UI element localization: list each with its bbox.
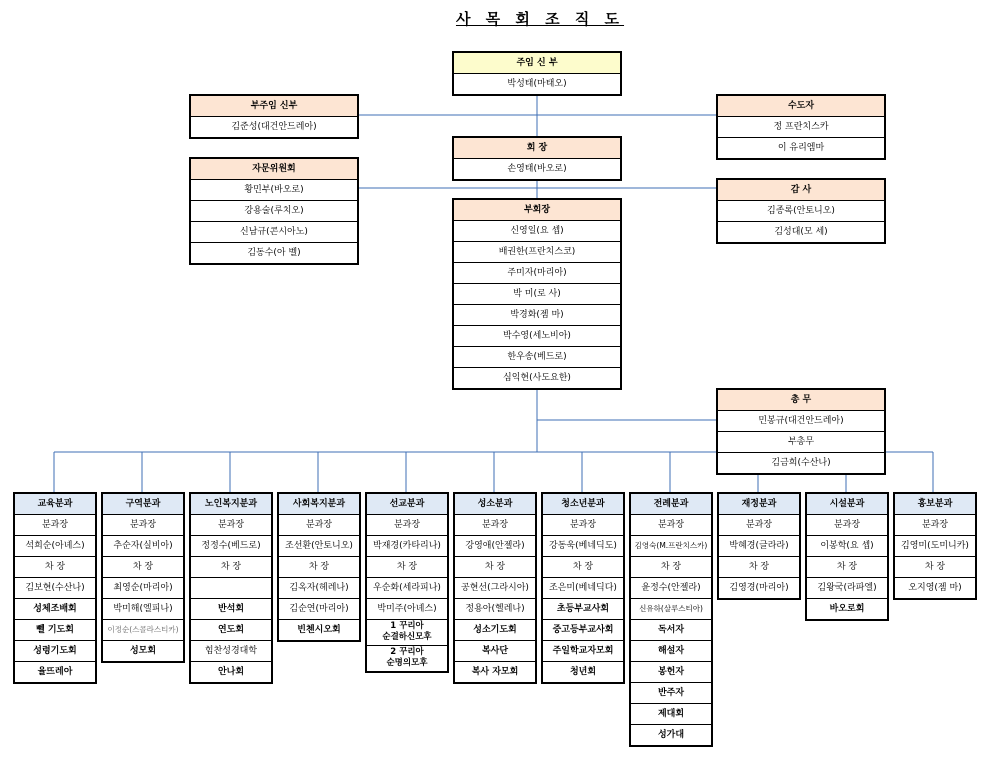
committee-box <box>541 492 625 684</box>
auditor-header: 감 사 <box>718 180 884 200</box>
committee-item: 힘찬성경대학 <box>191 640 271 661</box>
vice-president-name: 박 미(로 사) <box>454 283 620 304</box>
committee-item: 박미해(엘피나) <box>103 598 183 619</box>
committee-item: 분과장 <box>15 514 95 535</box>
nun-box <box>716 94 886 160</box>
secretary-box <box>716 388 886 475</box>
pastor-header: 주임 신 부 <box>454 53 620 73</box>
committee-box <box>13 492 97 684</box>
committee-item: 우순화(세라피나) <box>367 577 447 598</box>
committee-item: 제대회 <box>631 703 711 724</box>
committee-item: 차 장 <box>719 556 799 577</box>
president-name: 손영태(바오로) <box>454 158 620 179</box>
committee-item: 차 장 <box>103 556 183 577</box>
deputy-secretary-name: 김금희(수산나) <box>718 452 884 473</box>
committee-blank-cell <box>191 577 271 598</box>
committee-item: 차 장 <box>279 556 359 577</box>
committee-item: 정용아(헬레나) <box>455 598 535 619</box>
committee-item: 김영미(도미니카) <box>895 535 975 556</box>
advisory-member: 강용술(루치오) <box>191 200 357 221</box>
committee-item: 김보현(수산나) <box>15 577 95 598</box>
committee-item: 분과장 <box>631 514 711 535</box>
committee-box <box>189 492 273 684</box>
committee-item: 공현선(그라시아) <box>455 577 535 598</box>
vice-president-name: 신영일(요 셉) <box>454 220 620 241</box>
committee-box <box>629 492 713 747</box>
committee-item: 석희순(아녜스) <box>15 535 95 556</box>
vice-president-header: 부회장 <box>454 200 620 220</box>
committee-item: 김영경(마리아) <box>719 577 799 598</box>
committee-item: 성모회 <box>103 640 183 661</box>
committee-header: 재정분과 <box>719 494 799 514</box>
committee-item: 김영숙(M.프란치스카) <box>631 535 711 556</box>
committee-item: 차 장 <box>895 556 975 577</box>
committee-item: 빈첸시오회 <box>279 619 359 640</box>
committee-header: 사회복지분과 <box>279 494 359 514</box>
committee-item: 신유하(살루스티아) <box>631 598 711 619</box>
committee-item: 차 장 <box>543 556 623 577</box>
committee-item: 이정순(스콜라스티카) <box>103 619 183 640</box>
committee-item: 차 장 <box>15 556 95 577</box>
committee-header: 선교분과 <box>367 494 447 514</box>
secretary-name: 민봉규(대건안드레아) <box>718 410 884 431</box>
assistant-pastor-header: 부주임 신부 <box>191 96 357 116</box>
committee-item: 율뜨레아 <box>15 661 95 682</box>
committee-item: 분과장 <box>455 514 535 535</box>
committee-item: 반석회 <box>191 598 271 619</box>
committee-item: 김옥자(헤레나) <box>279 577 359 598</box>
committee-item: 분과장 <box>543 514 623 535</box>
assistant-pastor-box <box>189 94 359 139</box>
committee-item: 최영순(마리아) <box>103 577 183 598</box>
committee-item: 성령기도회 <box>15 640 95 661</box>
vice-president-name: 박경화(젬 마) <box>454 304 620 325</box>
committee-item: 성소기도회 <box>455 619 535 640</box>
advisory-header: 자문위원회 <box>191 159 357 179</box>
committee-item: 1 꾸리아 순결하신모후 <box>367 619 447 645</box>
auditor-name: 김성대(모 세) <box>718 221 884 242</box>
committee-header: 전례분과 <box>631 494 711 514</box>
vice-president-name: 박수영(세노비아) <box>454 325 620 346</box>
assistant-pastor-name: 김준성(대건안드레아) <box>191 116 357 137</box>
committee-item: 정정수(베드로) <box>191 535 271 556</box>
advisory-member: 신남규(콘시아노) <box>191 221 357 242</box>
committee-header: 성소분과 <box>455 494 535 514</box>
vice-president-name: 주미자(마리아) <box>454 262 620 283</box>
committee-box <box>805 492 889 621</box>
committee-header: 청소년분과 <box>543 494 623 514</box>
committee-item: 분과장 <box>191 514 271 535</box>
nun-header: 수도자 <box>718 96 884 116</box>
vice-president-box <box>452 198 622 390</box>
committee-header: 교육분과 <box>15 494 95 514</box>
committee-header: 시설분과 <box>807 494 887 514</box>
committee-header: 노인복지분과 <box>191 494 271 514</box>
auditor-name: 김종록(안토니오) <box>718 200 884 221</box>
advisory-member: 김동수(아 벨) <box>191 242 357 263</box>
advisory-member: 황민부(바오로) <box>191 179 357 200</box>
committee-box <box>277 492 361 642</box>
committee-item: 바오로회 <box>807 598 887 619</box>
nun-name: 이 유리엠마 <box>718 137 884 158</box>
committee-item: 봉헌자 <box>631 661 711 682</box>
committee-item: 박미주(아녜스) <box>367 598 447 619</box>
committee-item: 박재경(카타리나) <box>367 535 447 556</box>
committee-item: 초등부교사회 <box>543 598 623 619</box>
committee-item: 연도회 <box>191 619 271 640</box>
committee-item: 분과장 <box>279 514 359 535</box>
president-box <box>452 136 622 181</box>
secretary-header: 총 무 <box>718 390 884 410</box>
chart-title: 사 목 회 조 직 도 <box>455 10 625 28</box>
committee-item: 성체조배회 <box>15 598 95 619</box>
pastor-box <box>452 51 622 96</box>
committee-item: 뻴 기도회 <box>15 619 95 640</box>
committee-item: 차 장 <box>367 556 447 577</box>
vice-president-name: 심익현(사도요한) <box>454 367 620 388</box>
committee-item: 김순연(마리아) <box>279 598 359 619</box>
committee-box <box>453 492 537 684</box>
pastor-name: 박성태(마태오) <box>454 73 620 94</box>
committee-item: 박혜경(글라라) <box>719 535 799 556</box>
auditor-box <box>716 178 886 244</box>
deputy-secretary-label: 부총무 <box>718 431 884 452</box>
committee-item: 강동욱(베네딕도) <box>543 535 623 556</box>
committee-header: 구역분과 <box>103 494 183 514</box>
committee-item: 복사 자모회 <box>455 661 535 682</box>
committee-box <box>101 492 185 663</box>
committee-item: 반주자 <box>631 682 711 703</box>
committee-item: 분과장 <box>367 514 447 535</box>
vice-president-name: 배권한(프란치스코) <box>454 241 620 262</box>
committee-item: 윤정수(안젤라) <box>631 577 711 598</box>
committee-item: 청년회 <box>543 661 623 682</box>
committee-item: 조은미(베네딕다) <box>543 577 623 598</box>
committee-item: 추순자(실비아) <box>103 535 183 556</box>
committee-item: 분과장 <box>103 514 183 535</box>
committee-item: 중고등부교사회 <box>543 619 623 640</box>
president-header: 회 장 <box>454 138 620 158</box>
committee-item: 분과장 <box>807 514 887 535</box>
committee-item: 차 장 <box>455 556 535 577</box>
committee-item: 강영애(안젤라) <box>455 535 535 556</box>
committee-item: 성가대 <box>631 724 711 745</box>
committee-item: 분과장 <box>719 514 799 535</box>
committee-box <box>717 492 801 600</box>
advisory-box <box>189 157 359 265</box>
vice-president-name: 한우송(베드로) <box>454 346 620 367</box>
nun-name: 정 프란치스카 <box>718 116 884 137</box>
committee-item: 해설자 <box>631 640 711 661</box>
committee-box <box>893 492 977 600</box>
committee-item: 조선환(안토니오) <box>279 535 359 556</box>
committee-item: 복사단 <box>455 640 535 661</box>
committee-item: 주일학교자모회 <box>543 640 623 661</box>
committee-item: 이봉학(요 셉) <box>807 535 887 556</box>
committee-header: 홍보분과 <box>895 494 975 514</box>
committee-item: 2 꾸리아 순명의모후 <box>367 645 447 671</box>
committee-item: 차 장 <box>631 556 711 577</box>
committee-item: 오지영(젬 마) <box>895 577 975 598</box>
committee-item: 차 장 <box>191 556 271 577</box>
committee-item: 분과장 <box>895 514 975 535</box>
committee-item: 안나회 <box>191 661 271 682</box>
committee-box <box>365 492 449 673</box>
committee-item: 독서자 <box>631 619 711 640</box>
committee-item: 김왕국(라파엘) <box>807 577 887 598</box>
committee-item: 차 장 <box>807 556 887 577</box>
